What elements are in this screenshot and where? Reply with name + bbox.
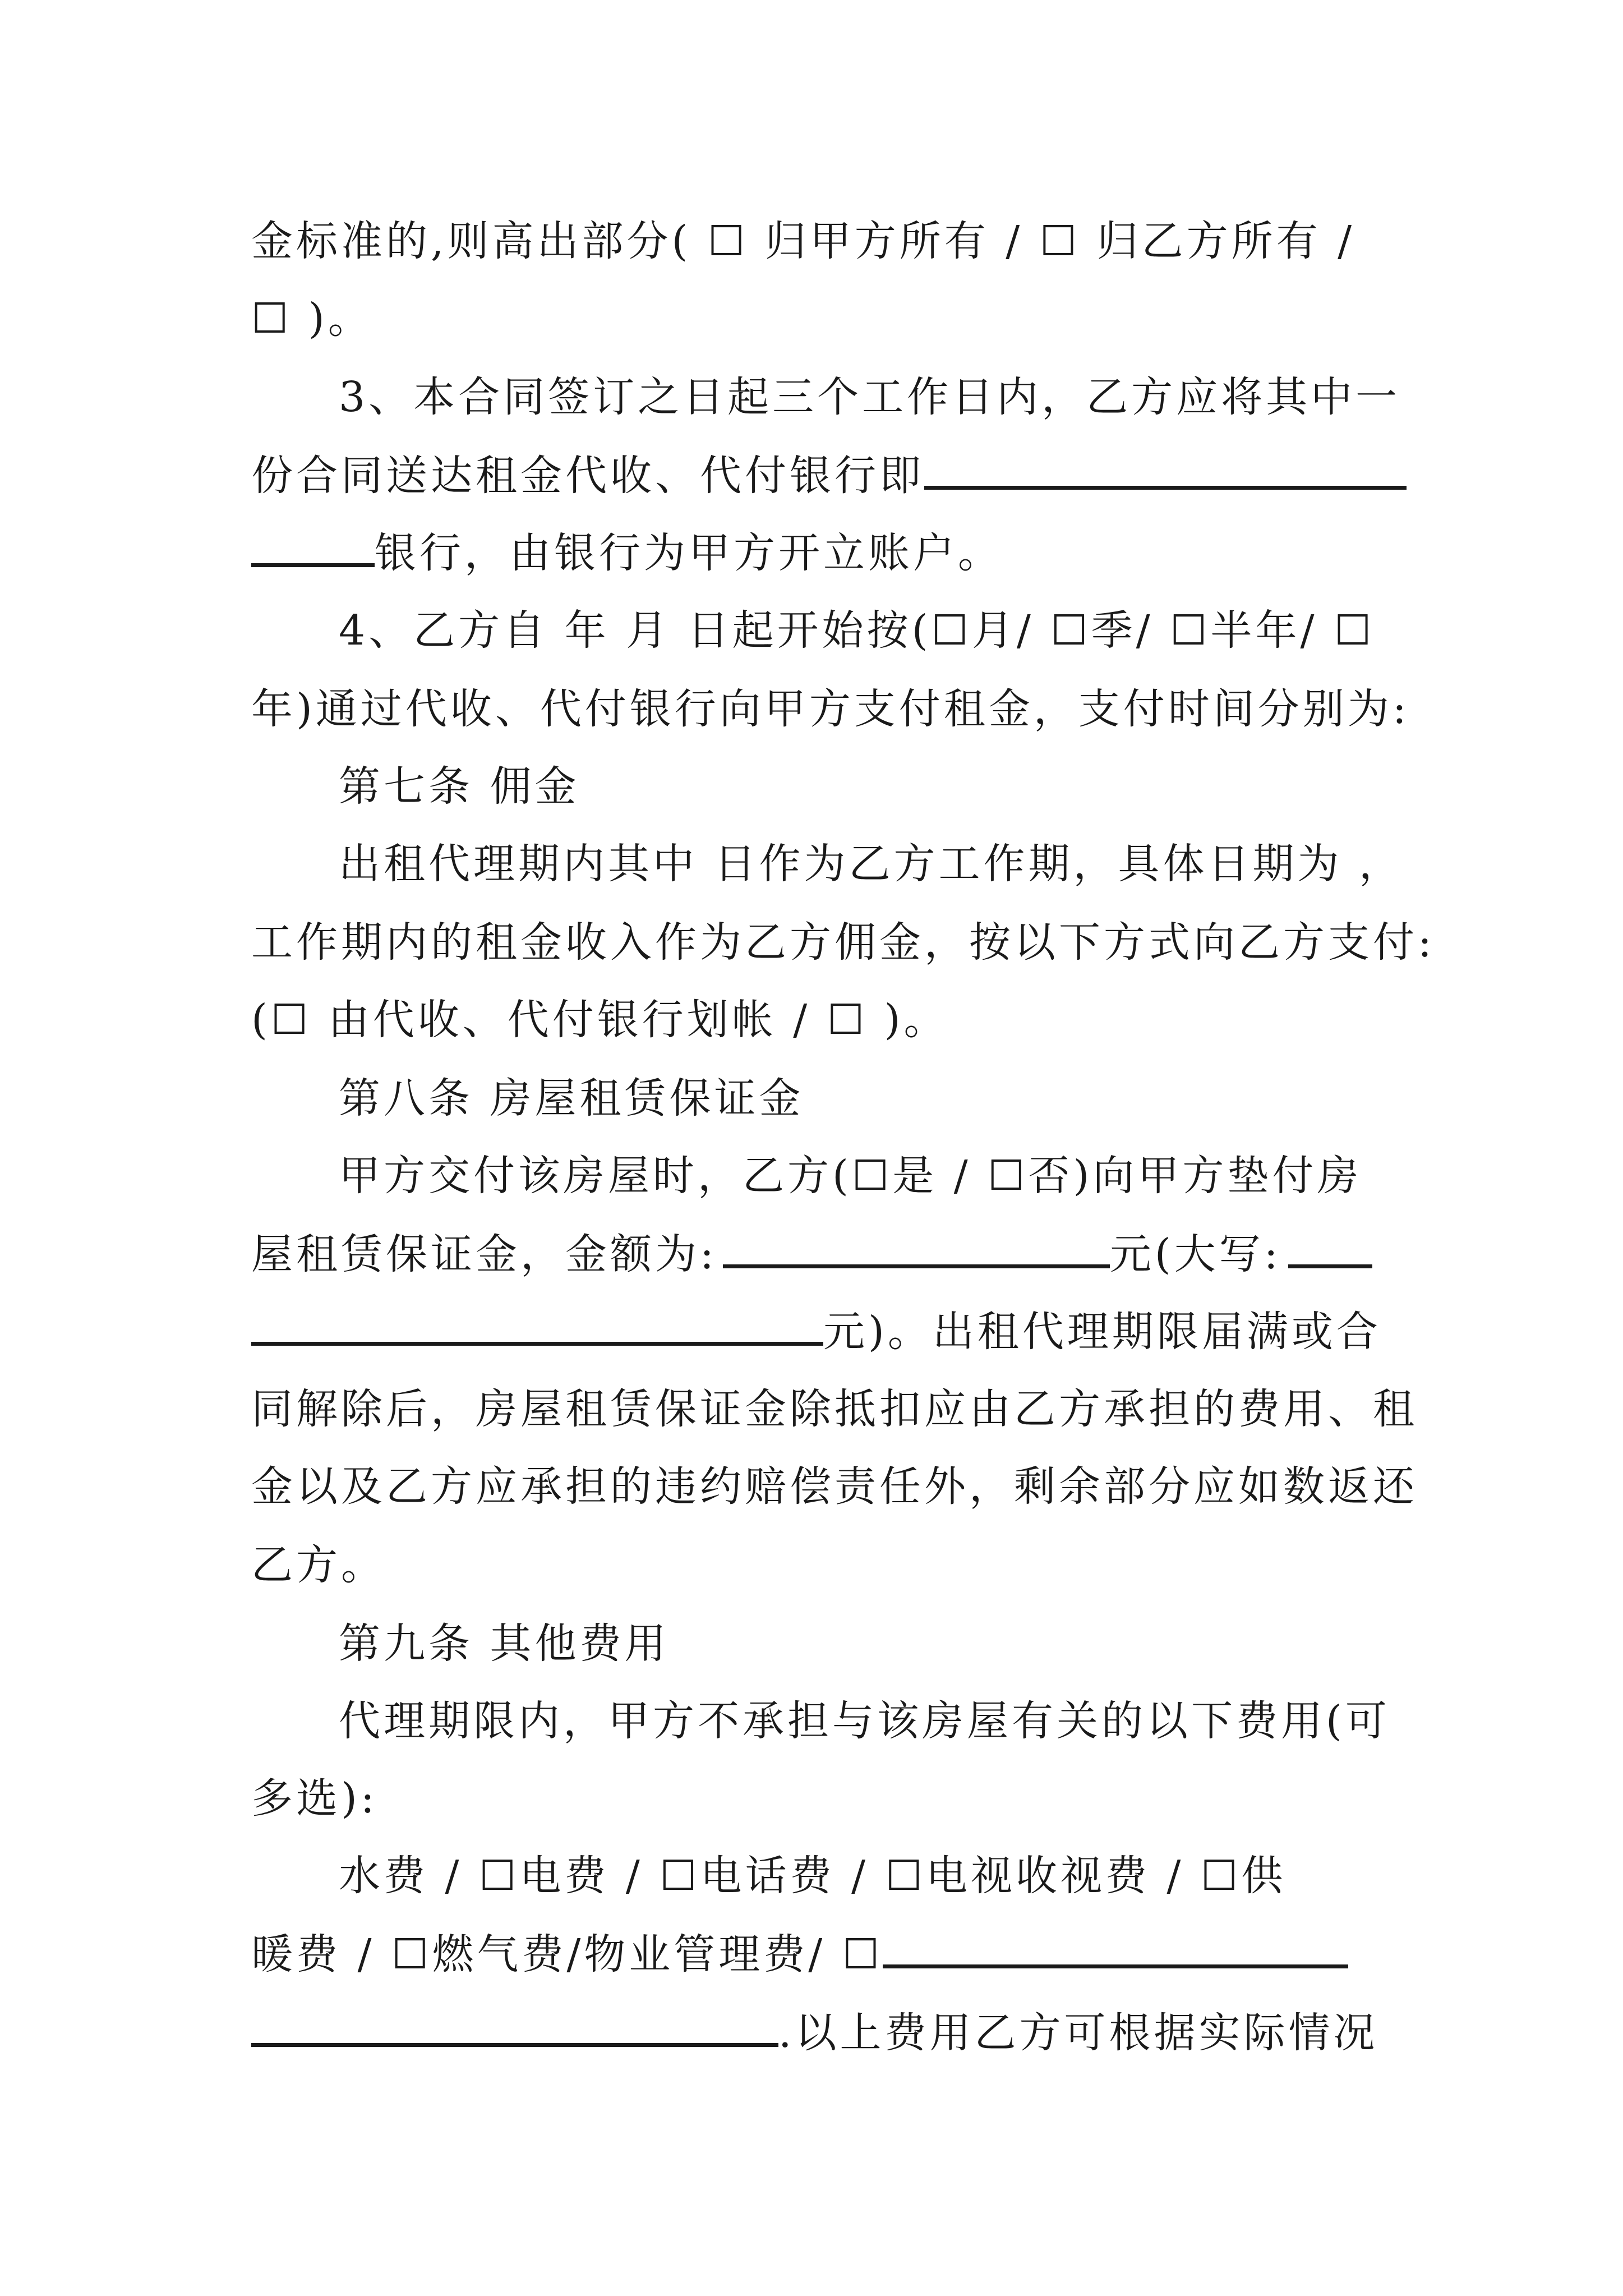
text-line: 金标准的,则高出部分( ☐ 归甲方所有 / ☐ 归乙方所有 / [251,217,1355,265]
text-line [251,448,1407,504]
text-line: 甲方交付该房屋时，乙方(☐是 / ☐否)向甲方垫付房 [339,1152,1362,1200]
text-line [251,1226,1372,1282]
text-segment: 暖费 / ☐燃气费/物业管理费/ ☐ [251,1930,883,1978]
text-line: 金以及乙方应承担的违约赔偿责任外，剩余部分应如数返还 [251,1462,1418,1511]
text-line: ☐ )。 [251,295,373,343]
text-line [251,2005,1378,2061]
fill-in-blank-deposit-uppercase-cont [251,1310,823,1346]
text-line: 年)通过代收、代付银行向甲方支付租金，支付时间分别为: [251,685,1410,733]
text-line: 代理期限内，甲方不承担与该房屋有关的以下费用(可 [339,1697,1390,1745]
fill-in-blank-other-fees-cont [251,2012,778,2047]
text-line [251,1304,1381,1360]
fill-in-blank-deposit-amount [723,1233,1110,1268]
section-heading: 第七条 佣金 [339,762,580,811]
text-segment: 银行，由银行为甲方开立账户。 [375,529,1003,577]
section-heading: 第八条 房屋租赁保证金 [339,1074,804,1122]
text-line: 工作期内的租金收入作为乙方佣金，按以下方式向乙方支付: [251,918,1435,967]
fill-in-blank-deposit-uppercase [1288,1233,1372,1268]
text-line: 出租代理期内其中 日作为乙方工作期，具体日期为 ， [339,840,1404,888]
text-segment: 份合同送达租金代收、代付银行即 [251,452,924,500]
text-segment: 元)。出租代理期限届满或合 [823,1308,1381,1356]
text-line: 水费 / ☐电费 / ☐电话费 / ☐电视收视费 / ☐供 [339,1852,1287,1900]
text-segment: .以上费用乙方可根据实际情况 [778,2009,1378,2057]
fill-in-blank-bank-name-cont [251,532,375,567]
text-line: 多选): [251,1774,378,1823]
text-line: (☐ 由代收、代付银行划帐 / ☐ )。 [251,996,949,1044]
fill-in-blank-bank-name [924,454,1407,490]
text-line: 3、本合同签订之日起三个工作日内，乙方应将其中一 [339,373,1401,421]
text-segment: 元(大写: [1109,1230,1281,1278]
text-line [251,1926,1348,1982]
text-line [251,525,1003,581]
text-line: 乙方。 [251,1541,386,1589]
text-segment: 屋租赁保证金，金额为: [251,1230,717,1278]
text-line: 同解除后，房屋租赁保证金除抵扣应由乙方承担的费用、租 [251,1385,1418,1433]
fill-in-blank-other-fees [883,1933,1348,1968]
text-line: 4、乙方自 年 月 日起开始按(☐月/ ☐季/ ☐半年/ ☐ [339,606,1375,655]
section-heading: 第九条 其他费用 [339,1619,670,1668]
